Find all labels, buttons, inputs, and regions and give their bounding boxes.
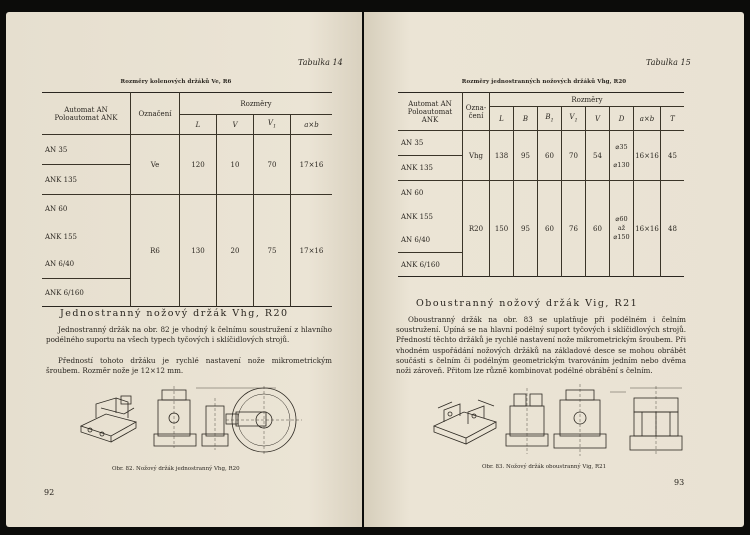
cell-V: 60 [586, 181, 610, 277]
figure-83-caption: Obr. 83. Nožový držák oboustranný Vig, R21 [482, 464, 607, 470]
cell-ab: 17×16 [291, 135, 333, 195]
cell-V1: 70 [562, 131, 586, 181]
header-V1: $V_1$ [562, 107, 586, 131]
cell-L: 138 [490, 131, 514, 181]
header-code [463, 93, 490, 131]
cell-V1: 76 [562, 181, 586, 277]
paragraph-1: Oboustranný držák na obr. 83 se uplatňuje při podélném i čelním soustružení. Upíná se na hlavní podélný suport tyčových i sklíčidlových strojů. Předností těchto držáků je rychlé nastavení nože mikrometrickým šroubem. Při vhodném uspořádání nožových držáků na základové desce se mohou obrábět součásti s čelním či podélným geometrickým tvarováním jedním nebo dvěma noži zároveň. Přitom lze různě kombinovat podélné obrábění s čelním. [396, 315, 686, 376]
cell-D-range: až [617, 224, 626, 232]
row-label: AN 6/40 [398, 229, 463, 253]
header-machine [398, 93, 463, 131]
header-B: B [514, 107, 538, 131]
row-label: ANK 135 [42, 165, 131, 195]
header-machine-line1: Automat AN [64, 105, 108, 114]
row-label: ANK 6/160 [42, 279, 131, 307]
cell-D [610, 131, 634, 181]
header-D: D [610, 107, 634, 131]
header-ab: a×b [634, 107, 661, 131]
header-code: Označení [131, 93, 180, 135]
right-page [364, 12, 744, 527]
table-label: Tabulka 15 [646, 58, 691, 67]
table-15 [398, 92, 684, 277]
group-code: Vhg [463, 131, 490, 181]
section-heading: Oboustranný nožový držák Vig, R21 [416, 298, 639, 309]
figure-83-drawing [430, 380, 700, 462]
row-label: AN 60 [42, 195, 131, 223]
cell-B1: 60 [538, 181, 562, 277]
row-label: ANK 155 [42, 223, 131, 251]
header-L: L [490, 107, 514, 131]
cell-L: 120 [180, 135, 217, 195]
header-B1: $B_1$ [538, 107, 562, 131]
cell-L: 150 [490, 181, 514, 277]
page-number: 92 [44, 488, 55, 497]
cell-V: 10 [217, 135, 254, 195]
figure-82-caption: Obr. 82. Nožový držák jednostranný Vhg, R20 [112, 466, 240, 472]
group-code: R20 [463, 181, 490, 277]
header-ab: a×b [291, 115, 333, 135]
row-label: ANK 6/160 [398, 253, 463, 277]
cell-ab: 16×16 [634, 181, 661, 277]
cell-D [610, 181, 634, 277]
table-label: Tabulka 14 [298, 58, 343, 67]
cell-ab: 17×16 [299, 246, 324, 255]
row-label: AN 35 [42, 135, 131, 165]
table-14 [42, 92, 332, 307]
header-V: V [217, 115, 254, 135]
cell-B1: 60 [538, 131, 562, 181]
cell-L: 130 [180, 195, 217, 307]
header-machine-line2: Poloautomat ANK [54, 113, 118, 122]
cell-B: 95 [514, 131, 538, 181]
cell-D-max: ⌀150 [613, 233, 630, 241]
cell-V: 20 [217, 195, 254, 307]
header-machine-line3: ANK [421, 115, 439, 124]
header-V: V [586, 107, 610, 131]
page-number: 93 [674, 478, 685, 487]
cell-ab: 16×16 [634, 131, 661, 181]
cell-T: 45 [661, 131, 685, 181]
table-title: Rozměry kolenových držáků Ve, R6 [120, 79, 232, 85]
header-dimensions: Rozměry [490, 93, 685, 107]
group-code: Ve [131, 135, 180, 195]
paragraph-2: Předností tohoto držáku je rychlé nastavení nože mikrometrickým šroubem. Rozměr nože je 12×12 mm. [46, 356, 332, 376]
cell-V: 54 [586, 131, 610, 181]
section-heading: Jednostranný nožový držák Vhg, R20 [60, 308, 289, 319]
row-label: AN 35 [398, 131, 463, 156]
group-code: R6 [131, 195, 180, 307]
cell-B: 95 [514, 181, 538, 277]
row-label: ANK 155 [398, 205, 463, 229]
cell-V1: 75 [254, 195, 291, 307]
cell-D-max: ⌀130 [613, 160, 630, 169]
row-label: AN 6/40 [42, 251, 131, 279]
paragraph-1: Jednostranný držák na obr. 82 je vhodný k čelnímu soustružení z hlavního podélného suportu na všech typech tyčových i sklíčidlových strojů. [46, 325, 332, 345]
header-L: L [180, 115, 217, 135]
header-code-line1: Ozna- [465, 103, 487, 112]
cell-D-min: ⌀60 [615, 215, 628, 223]
header-V1: $V_1$ [254, 115, 291, 135]
cell-V1: 70 [254, 135, 291, 195]
header-machine-line2: Poloautomat [407, 107, 453, 116]
row-label: AN 60 [398, 181, 463, 205]
figure-82-drawing [76, 378, 306, 458]
row-label: ANK 135 [398, 156, 463, 181]
table-title: Rozměry jednostranných nožových držáků Vhg, R20 [461, 79, 627, 85]
cell-D-min: ⌀35 [615, 142, 628, 151]
header-code-line2: čení [468, 111, 484, 120]
header-machine-line1: Automat AN [408, 99, 452, 108]
header-machine [42, 93, 131, 135]
left-page [6, 12, 362, 527]
cell-T: 48 [668, 224, 677, 233]
header-dimensions: Rozměry [180, 93, 333, 115]
header-T: T [661, 107, 685, 131]
